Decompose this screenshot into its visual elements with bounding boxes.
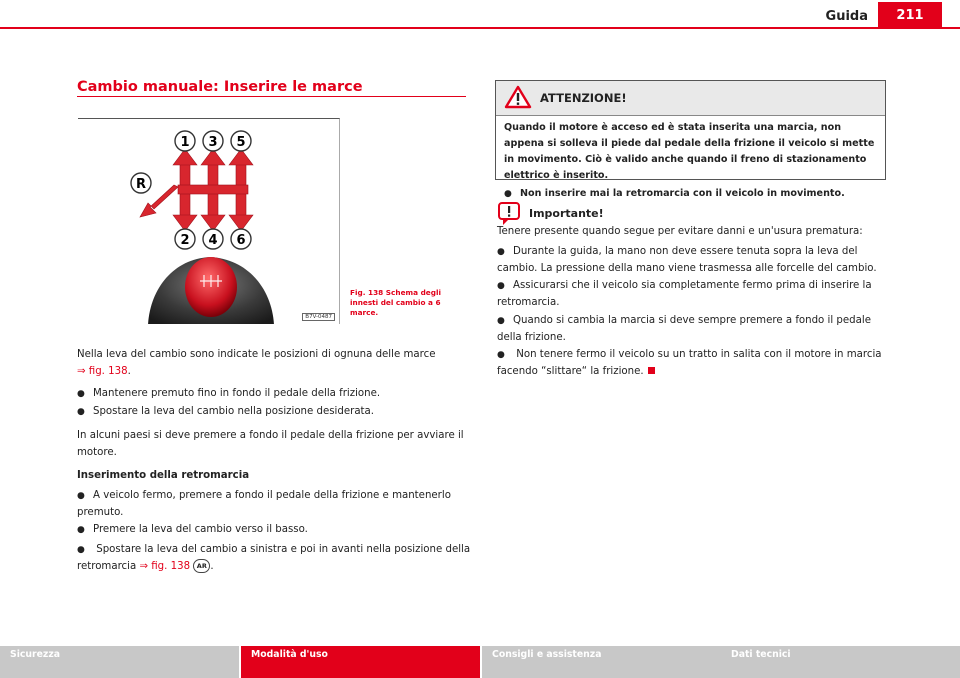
- gear-label-2: 2: [180, 233, 190, 248]
- list-item-last: [497, 347, 889, 380]
- warning-body: [496, 116, 885, 202]
- list-item: ● Durante la guida, la mano non deve essere tenuta sopra la leva del cambio. La pressione della mano viene trasmessa alle forcelle del cambio.: [497, 244, 889, 277]
- warning-text: Quando il motore è acceso ed è stata inserita una marcia, non appena si solleva il piede dal pedale della frizione il veicolo si mette in movimento. Ciò è valido anche quando il freno di stazionamento elettrico è inserito.: [504, 122, 875, 181]
- intro-paragraph: [77, 347, 472, 380]
- section-title: Cambio manuale: Inserire le marce: [77, 79, 363, 95]
- list-item: ● Mantenere premuto fino in fondo il pedale della frizione.: [77, 386, 472, 403]
- intro-end: .: [127, 365, 131, 377]
- gear-pattern-illustration: [78, 119, 340, 324]
- intro-text: Nella leva del cambio sono indicate le posizioni di ognuna delle marce: [77, 349, 436, 360]
- section-rule: [77, 96, 466, 97]
- tab-modalita-duso[interactable]: Modalità d'uso: [241, 646, 480, 678]
- header-title: Guida: [825, 9, 868, 24]
- list-item: ● Spostare la leva del cambio nella posizione desiderata.: [77, 404, 472, 421]
- gear-label-reverse: R: [135, 177, 147, 192]
- tab-sicurezza[interactable]: Sicurezza: [0, 646, 239, 678]
- tab-dati-tecnici[interactable]: Dati tecnici: [721, 646, 960, 678]
- list-item: ● Quando si cambia la marcia si deve sempre premere a fondo il pedale della frizione.: [497, 313, 889, 346]
- list-item-text: Spostare la leva del cambio a sinistra e poi in avanti nella posizione della retromarcia: [77, 544, 471, 572]
- paragraph: In alcuni paesi si deve premere a fondo il pedale della frizione per avviare il motore.: [77, 430, 464, 458]
- gear-label-3: 3: [208, 135, 218, 150]
- list-item-reverse: [77, 542, 472, 575]
- warning-box: [495, 80, 886, 199]
- gear-shift-figure: [78, 118, 340, 324]
- list-item: ● Assicurarsi che il veicolo sia completamente fermo prima di inserire la retromarcia.: [497, 278, 889, 311]
- figure-caption: Fig. 138 Schema degli innesti del cambio a 6 marce.: [350, 288, 441, 317]
- subheading: Inserimento della retromarcia: [77, 470, 250, 481]
- important-intro: Tenere presente quando segue per evitare danni e un'usura prematura:: [497, 226, 863, 237]
- gear-label-4: 4: [208, 233, 218, 248]
- reverse-badge: AR: [193, 559, 210, 573]
- page-number: 211: [878, 2, 942, 28]
- list-item: ● A veicolo fermo, premere a fondo il pedale della frizione e mantenerlo premuto.: [77, 488, 472, 521]
- warning-triangle-icon: [504, 85, 532, 109]
- figure-link[interactable]: ⇒ fig. 138: [139, 560, 191, 572]
- list-item: ● Premere la leva del cambio verso il basso.: [77, 522, 472, 539]
- list-item-text: Non tenere fermo il veicolo su un tratto in salita con il motore in marcia facendo “slittare“ la frizione.: [497, 349, 882, 377]
- end-marker: [648, 367, 655, 374]
- figure-code: B7V-0487: [302, 313, 335, 321]
- header-rule: [0, 27, 960, 29]
- tab-consigli-assistenza[interactable]: Consigli e assistenza: [482, 646, 721, 678]
- figure-link[interactable]: ⇒ fig. 138: [77, 365, 128, 377]
- footer-nav: [0, 646, 960, 678]
- warning-header: [496, 81, 885, 116]
- gear-label-1: 1: [180, 135, 190, 150]
- list-item-end: .: [210, 560, 214, 572]
- important-title: Importante!: [529, 207, 604, 220]
- warning-title: ATTENZIONE!: [540, 91, 627, 105]
- gear-label-6: 6: [236, 233, 246, 248]
- gear-label-5: 5: [236, 135, 246, 150]
- warning-bullet: ● Non inserire mai la retromarcia con il veicolo in movimento.: [504, 186, 877, 202]
